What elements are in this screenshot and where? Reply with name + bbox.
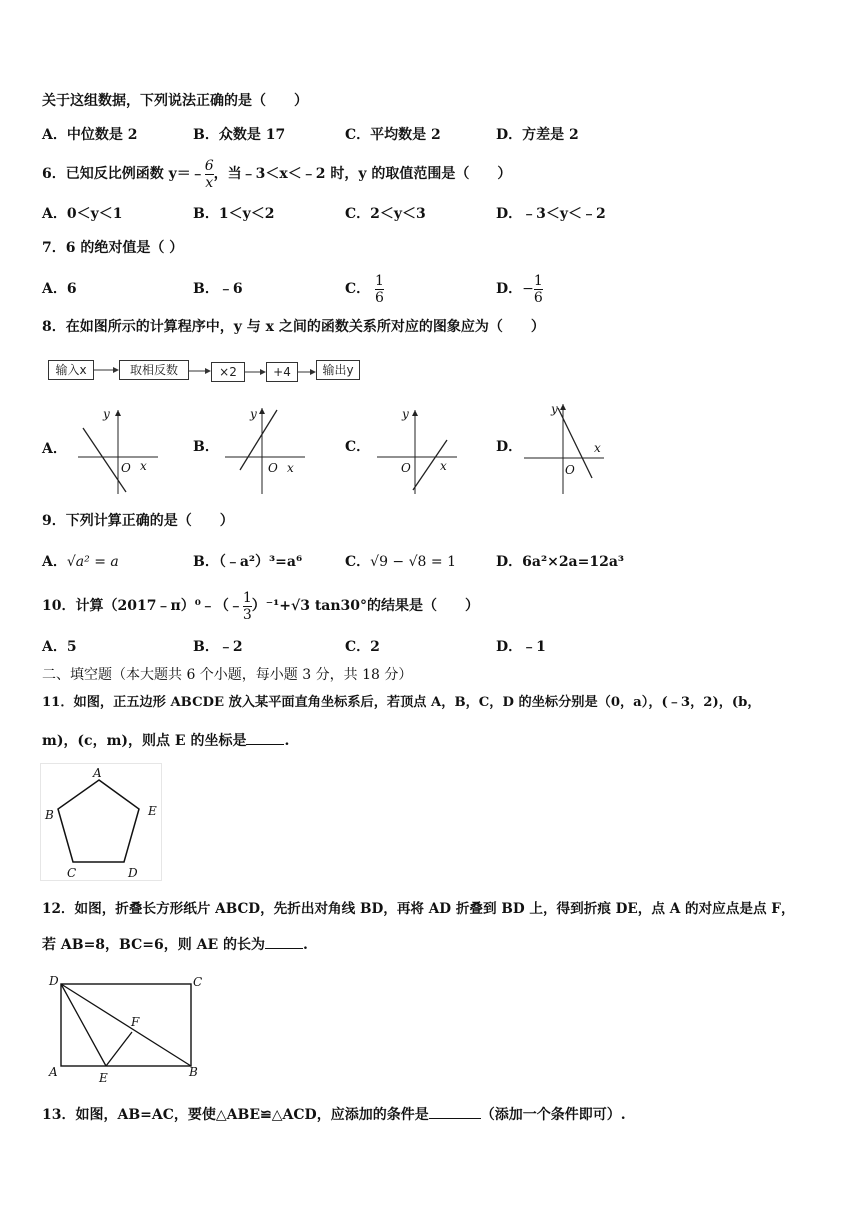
- pentagon-label-c: C: [67, 866, 77, 880]
- q7-option-b: B．﹣6: [193, 281, 243, 297]
- q11-line2-end: .: [284, 733, 290, 749]
- rect-label-d: D: [49, 974, 59, 988]
- q11-pentagon-figure: [40, 763, 170, 883]
- pentagon-label-a: A: [93, 766, 102, 780]
- q8-option-d: D．: [496, 439, 523, 455]
- q13-answer-blank[interactable]: [429, 1104, 481, 1119]
- crease-de: [61, 984, 106, 1066]
- q5-option-a: A．中位数是 2: [42, 127, 138, 143]
- pentagon: [58, 780, 139, 862]
- q10-option-b: B．﹣2: [193, 639, 243, 655]
- rect-label-e: E: [99, 1071, 108, 1084]
- graph-a: [78, 407, 158, 494]
- q11-answer-blank[interactable]: [246, 730, 284, 745]
- q6-stem-pre: 6．已知反比例函数 y＝﹣: [42, 166, 205, 182]
- q7-d-sign: −: [522, 281, 534, 297]
- q8-option-a: A．: [42, 441, 67, 457]
- q7-c-den: 6: [375, 289, 384, 306]
- q5-option-b: B．众数是 17: [193, 127, 286, 143]
- graph-a-y-label: y: [103, 407, 110, 421]
- graph-c: [377, 407, 457, 494]
- q10-frac-den: 3: [242, 606, 252, 623]
- q9-option-a: [42, 553, 119, 571]
- q7-d-num: 1: [533, 272, 543, 289]
- q7-stem: 7．6 的绝对值是（ ）: [42, 240, 184, 256]
- q9-option-c: [345, 553, 456, 571]
- graph-d: [524, 402, 604, 494]
- diagonal-bd: [61, 984, 191, 1066]
- pentagon-label-d: D: [128, 866, 138, 880]
- q9-stem: 9．下列计算正确的是（ ）: [42, 513, 234, 529]
- q10-fraction: [243, 590, 252, 623]
- q7-option-c-label: C．: [345, 281, 371, 297]
- graph-d-y-label: y: [551, 402, 558, 416]
- q11-line2-text: m)，(c，m)，则点 E 的坐标是: [42, 733, 247, 749]
- q12-line2-text: 若 AB=8，BC=6，则 AE 的长为: [42, 937, 266, 953]
- q11-line1: 11．如图，正五边形 ABCDE 放入某平面直角坐标系后，若顶点 A，B，C，D 的坐标分别是（0，a），(﹣3，2)，(b，: [42, 695, 761, 710]
- pentagon-label-e: E: [148, 804, 157, 818]
- q10-stem-post: ）⁻¹+√3 tan30°的结果是（ ）: [251, 598, 480, 614]
- q12-line2: [42, 934, 308, 954]
- graph-c-y-label: y: [402, 407, 409, 421]
- q9-option-c-label: C．: [345, 554, 371, 570]
- q8-stem: 8．在如图所示的计算程序中，y 与 x 之间的函数关系所对应的图象应为（ ）: [42, 319, 545, 335]
- q10-stem: [42, 587, 479, 625]
- graph-d-x-label: x: [594, 441, 601, 455]
- q9-c-expr: √9 − √8 = 1: [370, 554, 456, 570]
- flow-box-negate: 取相反数: [119, 360, 189, 380]
- q10-option-c: C．2: [345, 639, 380, 655]
- q6-frac-num: 6: [204, 157, 214, 174]
- q9-option-d: D．6a²×2a=12a³: [496, 554, 625, 570]
- q7-option-a: A．6: [42, 281, 77, 297]
- segment-ef: [106, 1032, 132, 1066]
- q13-line: [42, 1104, 626, 1124]
- q7-option-d-label: D．: [496, 281, 523, 297]
- graph-c-origin: O: [401, 461, 411, 475]
- pentagon-label-b: B: [45, 808, 54, 822]
- q8-graphs: [0, 0, 868, 520]
- q6-frac-den: x: [205, 174, 214, 191]
- q9-a-expr: √a² = a: [66, 554, 119, 570]
- q5-option-d: D．方差是 2: [496, 127, 579, 143]
- q5-stem: 关于这组数据，下列说法正确的是（ ）: [42, 93, 308, 109]
- q7-d-den: 6: [533, 289, 543, 306]
- flow-box-plus4: +4: [266, 362, 298, 382]
- q8-option-c: C．: [345, 439, 371, 455]
- graph-a-x-label: x: [140, 459, 147, 473]
- graph-b-y-label: y: [250, 407, 257, 421]
- section-2-heading: 二、填空题（本大题共 6 个小题，每小题 3 分，共 18 分）: [42, 667, 413, 683]
- rect-label-b: B: [189, 1065, 198, 1079]
- q6-option-b: B．1＜y＜2: [193, 206, 275, 222]
- q11-line2: [42, 730, 289, 750]
- q7-c-num: 1: [375, 272, 384, 289]
- rect-label-a: A: [49, 1065, 58, 1079]
- rect-label-f: F: [131, 1015, 140, 1029]
- graph-a-origin: O: [121, 461, 131, 475]
- q10-option-a: A．5: [42, 639, 77, 655]
- q12-line2-end: .: [303, 937, 308, 953]
- rect-label-c: C: [193, 975, 203, 989]
- q13-text-end: （添加一个条件即可）.: [480, 1107, 626, 1123]
- q8-option-b: B．: [193, 439, 219, 455]
- flow-box-input: 输入x: [48, 360, 94, 380]
- q12-answer-blank[interactable]: [265, 934, 303, 949]
- q6-option-c: C．2＜y＜3: [345, 206, 426, 222]
- q6-stem-post: ，当﹣3＜x＜﹣2 时，y 的取值范围是（ ）: [213, 166, 512, 182]
- flow-box-times2: ×2: [211, 362, 245, 382]
- graph-b: [225, 407, 305, 494]
- graph-d-origin: O: [565, 463, 575, 477]
- q10-option-d: D．﹣1: [496, 639, 546, 655]
- q6-option-d: D．﹣3＜y＜﹣2: [496, 206, 606, 222]
- q13-text: 13．如图，AB=AC，要使△ABE≌△ACD，应添加的条件是: [42, 1107, 429, 1123]
- q10-stem-pre: 10．计算（2017﹣π）⁰﹣（﹣: [42, 598, 243, 614]
- q9-option-b: B．（﹣a²）³=a⁶: [193, 554, 303, 570]
- q5-option-c: C．平均数是 2: [345, 127, 441, 143]
- q12-line1: 12．如图，折叠长方形纸片 ABCD，先折出对角线 BD，再将 AD 折叠到 BD 上，得到折痕 DE，点 A 的对应点是点 F，: [42, 901, 795, 917]
- q10-frac-num: 1: [242, 589, 252, 606]
- graph-c-x-label: x: [440, 459, 447, 473]
- q12-rectangle-figure: [46, 972, 216, 1084]
- graph-b-origin: O: [268, 461, 278, 475]
- graph-b-x-label: x: [287, 461, 294, 475]
- q6-option-a: A．0＜y＜1: [42, 206, 123, 222]
- flow-box-output: 输出y: [316, 360, 360, 380]
- q9-option-a-label: A．: [42, 554, 67, 570]
